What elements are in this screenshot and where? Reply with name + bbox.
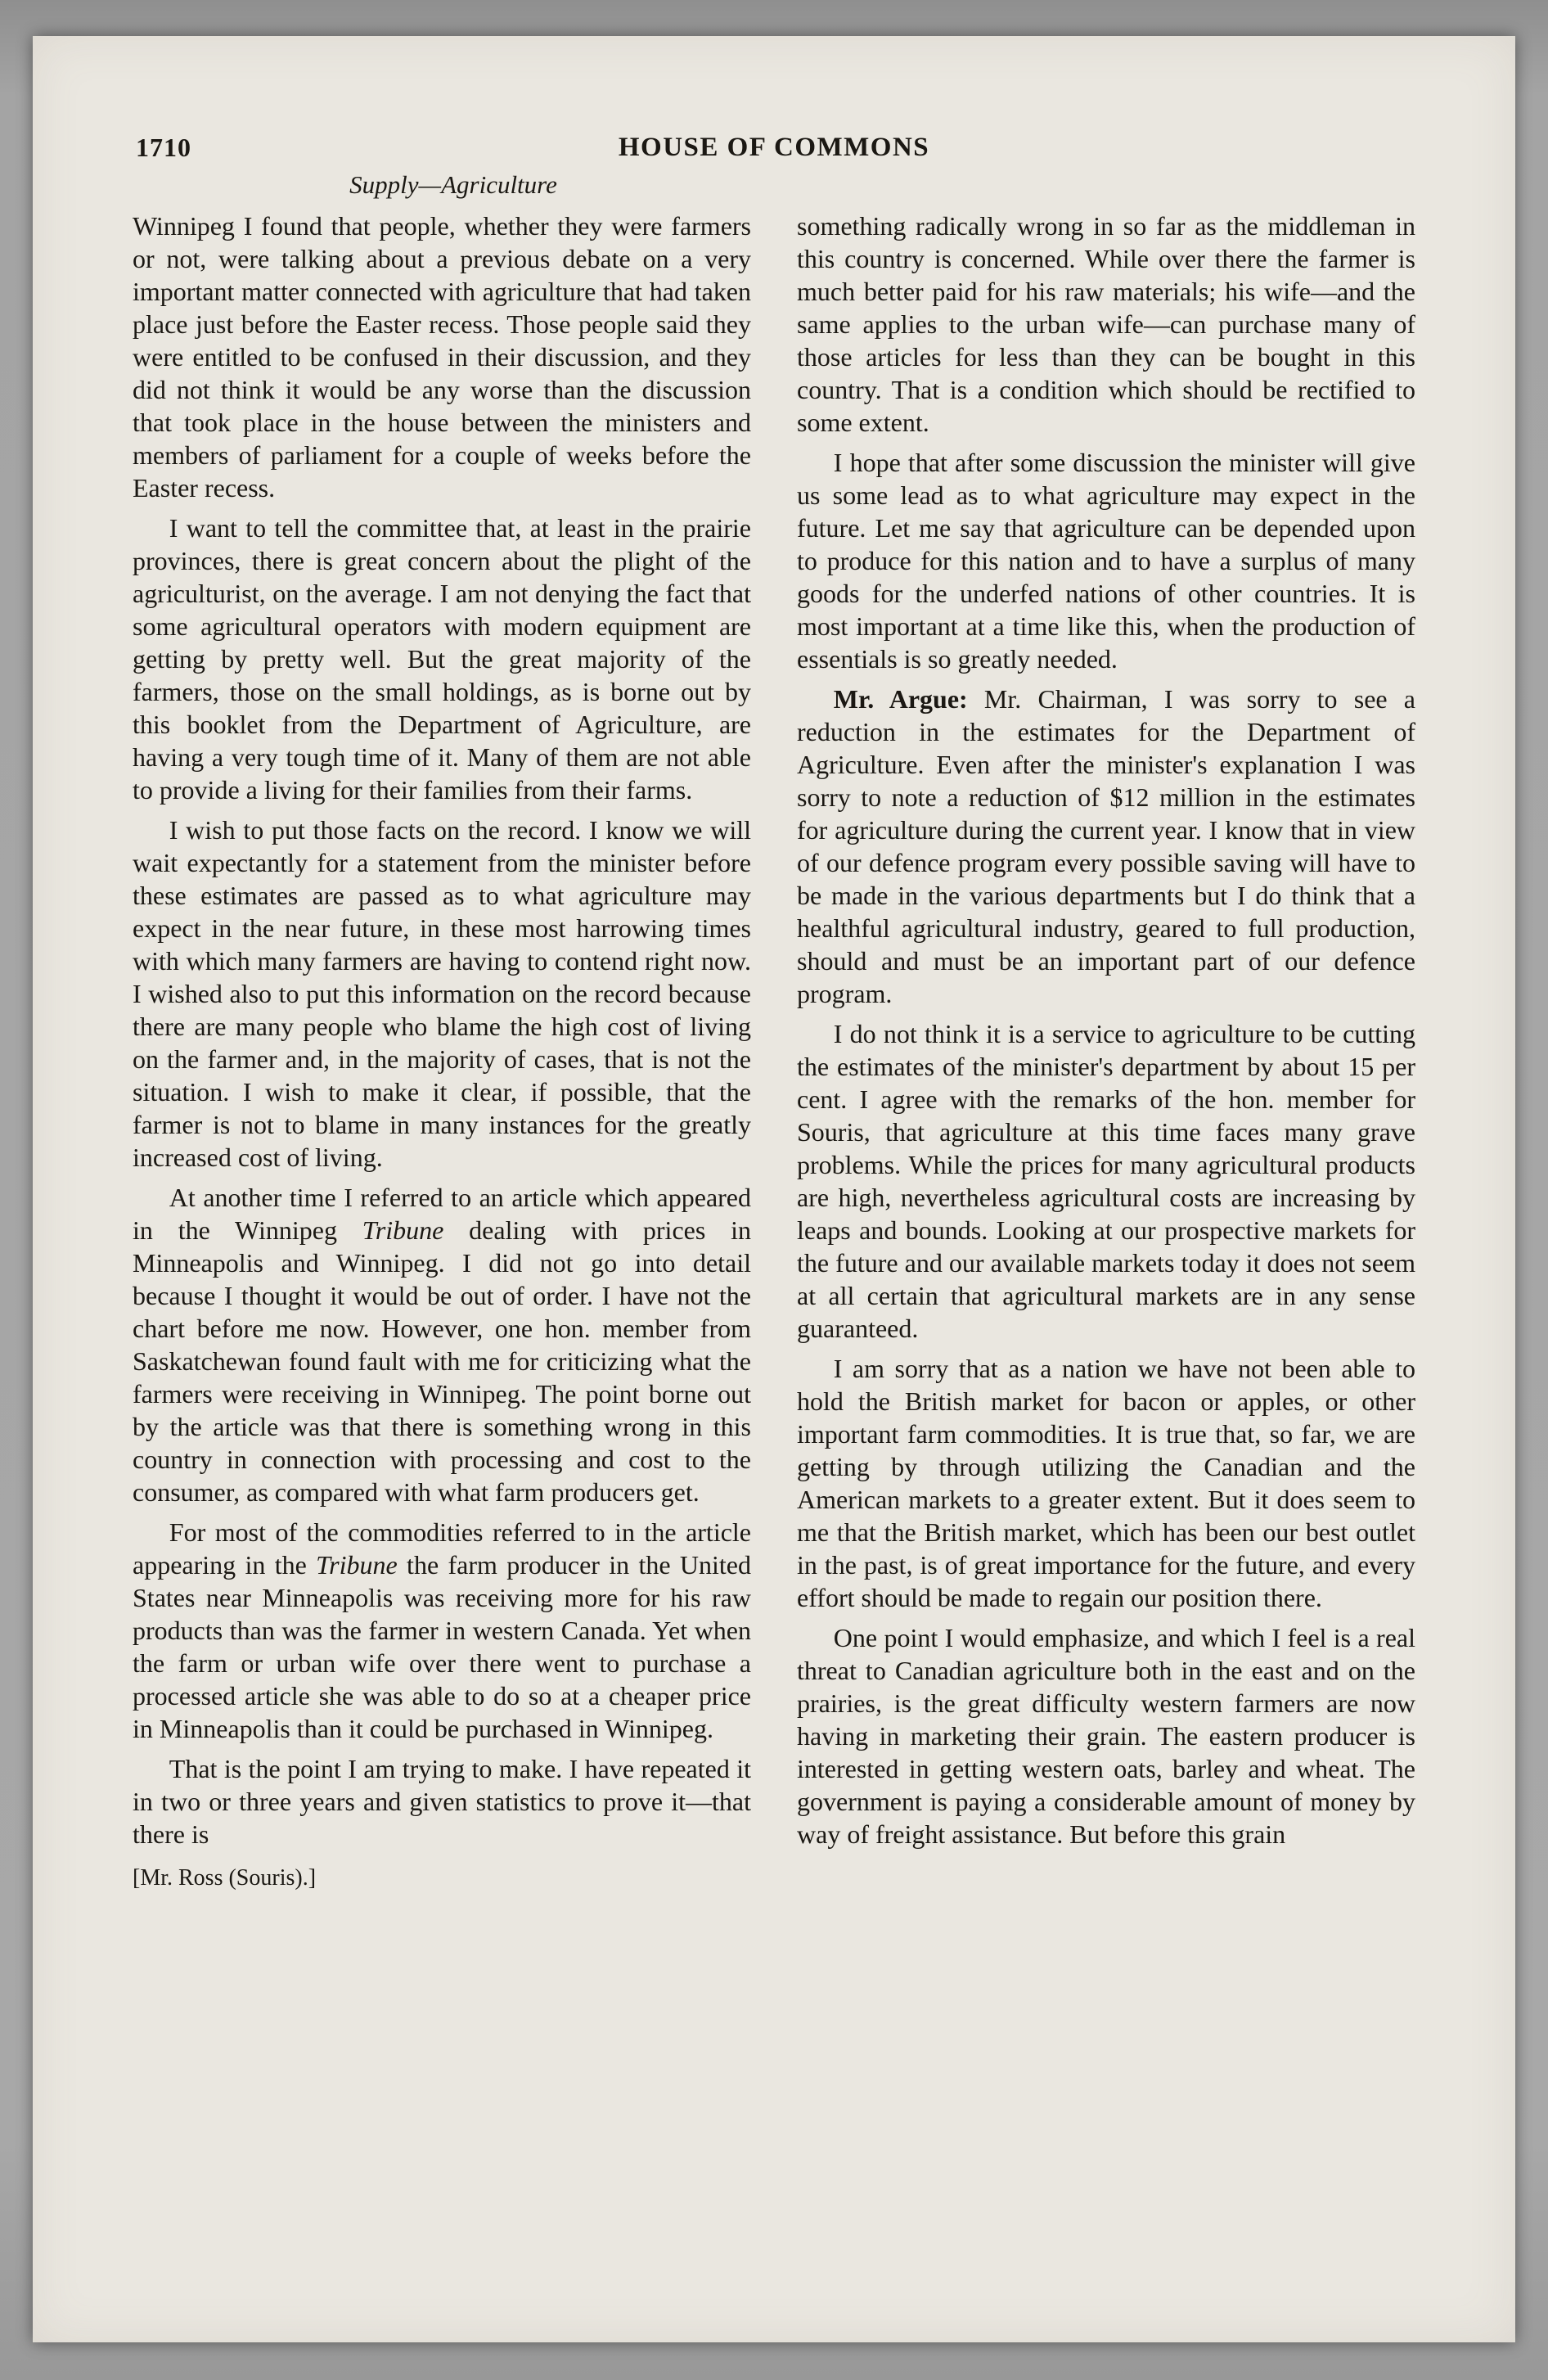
text-run: I am sorry that as a nation we have not been able to hold the British market for bacon or apples, or other important farm commodities. It is true that, so far, we are getting by through utilizing the Canadian and the American markets to a greater extent. But it does seem to me that the British market, which has been our best outlet in the past, is of great importance for the future, and every effort should be made to regain our position there. — [797, 1354, 1415, 1612]
text-run: I hope that after some discussion the minister will give us some lead as to what agriculture may expect in the future. Let me say that agriculture can be depended upon to produce for this nation and to have a surplus of many goods for the underfed nations of other countries. It is most important at a time like this, when the production of essentials is so greatly needed. — [797, 448, 1415, 674]
text-run: the farm producer in the United States near Minneapolis was receiving more for his raw products than was the farmer in western Canada. Yet when the farm or urban wife over there went to purchase a processed article she was able to do so at a cheaper price in Minneapolis than it could be purchased in Winnipeg. — [133, 1550, 752, 1743]
text-run: I wish to put those facts on the record. I know we will wait expectantly for a statement from the minister before these estimates are passed as to what agriculture may expect in the near future, in these most harrowing times with which many farmers are having to contend right now. I wished also to put this information on the record because there are many people who blame the high cost of living on the farmer and, in the majority of cases, that is not the situation. I wish to make it clear, if possible, that the farmer is not to blame in many instances for the greatly increased cost of living. — [133, 815, 751, 1172]
paragraph — [133, 1752, 751, 1850]
paragraph — [797, 1017, 1415, 1345]
text-run: I want to tell the committee that, at least in the prairie provinces, there is great concern about the plight of the agriculturist, on the average. I am not denying the fact that some agricultural operators with modern equipment are getting by pretty well. But the great majority of the farmers, those on the small holdings, as is borne out by this booklet from the Department of Agriculture, are having a very tough time of it. Many of them are not able to provide a living for their families from their farms. — [133, 513, 751, 805]
page-title: HOUSE OF COMMONS — [618, 133, 930, 162]
text-run: That is the point I am trying to make. I have repeated it in two or three years and given statistics to prove it—that there is — [133, 1754, 751, 1849]
footer-attribution: [Mr. Ross (Souris).] — [133, 1865, 317, 1891]
text-run: dealing with prices in Minneapolis and Winnipeg. I did not go into detail because I thought it would be out of order. I have not the chart before me now. However, one hon. member from Saskatchewan found fault with me for criticizing what the farmers were receiving in Winnipeg. The point borne out by the article was that there is something wrong in this country in connection with processing and cost to the consumer, as compared with what farm producers get. — [133, 1215, 752, 1507]
document-page — [33, 36, 1515, 2342]
text-run: something radically wrong in so far as the middleman in this country is concerned. While over there the farmer is much better paid for his raw materials; his wife—and the same applies to the urban wife—can purchase many of those articles for less than they can be bought in this country. That is a condition which should be rectified to some extent. — [797, 211, 1415, 437]
paragraph — [133, 814, 751, 1174]
text-run: I do not think it is a service to agriculture to be cutting the estimates of the minister's department by about 15 per cent. I agree with the remarks of the hon. member for Souris, that agriculture at this time faces many grave problems. While the prices for many agricultural products are high, nevertheless agricultural costs are increasing by leaps and bounds. Looking at our prospective markets for the future and our available markets today it does not seem at all certain that agricultural markets are in any sense guaranteed. — [797, 1019, 1415, 1343]
page-header — [133, 133, 1415, 169]
page-number: 1710 — [136, 133, 191, 162]
speaker-name: Mr. Argue: — [833, 684, 968, 714]
paragraph — [797, 210, 1415, 439]
paragraph — [797, 683, 1415, 1010]
text-run: Winnipeg I found that people, whether they were farmers or not, were talking about a previous debate on a very important matter connected with agriculture that had taken place just before the Easter recess. Those people said they were entitled to be confused in their discussion, and they did not think it would be any worse than the discussion that took place in the house between the ministers and members of parliament for a couple of weeks before the Easter recess. — [133, 211, 751, 503]
paragraph — [797, 1352, 1415, 1614]
left-column — [133, 210, 751, 1895]
paragraph — [133, 512, 751, 806]
italic-text: Tribune — [316, 1550, 398, 1580]
running-head: Supply—Agriculture — [349, 170, 557, 199]
paragraph — [133, 1516, 751, 1745]
paragraph — [133, 1181, 751, 1508]
text-columns — [133, 210, 1415, 1895]
text-run: At another time I referred to an article which appeared in the Winnipeg — [133, 1183, 751, 1245]
text-run: One point I would emphasize, and which I feel is a real threat to Canadian agriculture both in the east and on the prairies, is the great difficulty western farmers are now having in marketing their grain. The eastern producer is interested in getting western oats, barley and wheat. The government is paying a considerable amount of money by way of freight assistance. But before this grain — [797, 1623, 1415, 1849]
paragraph — [797, 446, 1415, 675]
right-column — [797, 210, 1415, 1895]
text-run: Mr. Chairman, I was sorry to see a reduction in the estimates for the Department of Agriculture. Even after the minister's explanation I was sorry to note a reduction of $12 million in the estimates for agriculture during the current year. I know that in view of our defence program every possible saving will have to be made in the various departments but I do think that a healthful agricultural industry, geared to full production, should and must be an important part of our defence program. — [797, 684, 1416, 1008]
paragraph — [797, 1621, 1415, 1850]
text-run: For most of the commodities referred to in the article appearing in the — [133, 1517, 751, 1580]
italic-text: Tribune — [362, 1215, 444, 1245]
paragraph — [133, 210, 751, 504]
